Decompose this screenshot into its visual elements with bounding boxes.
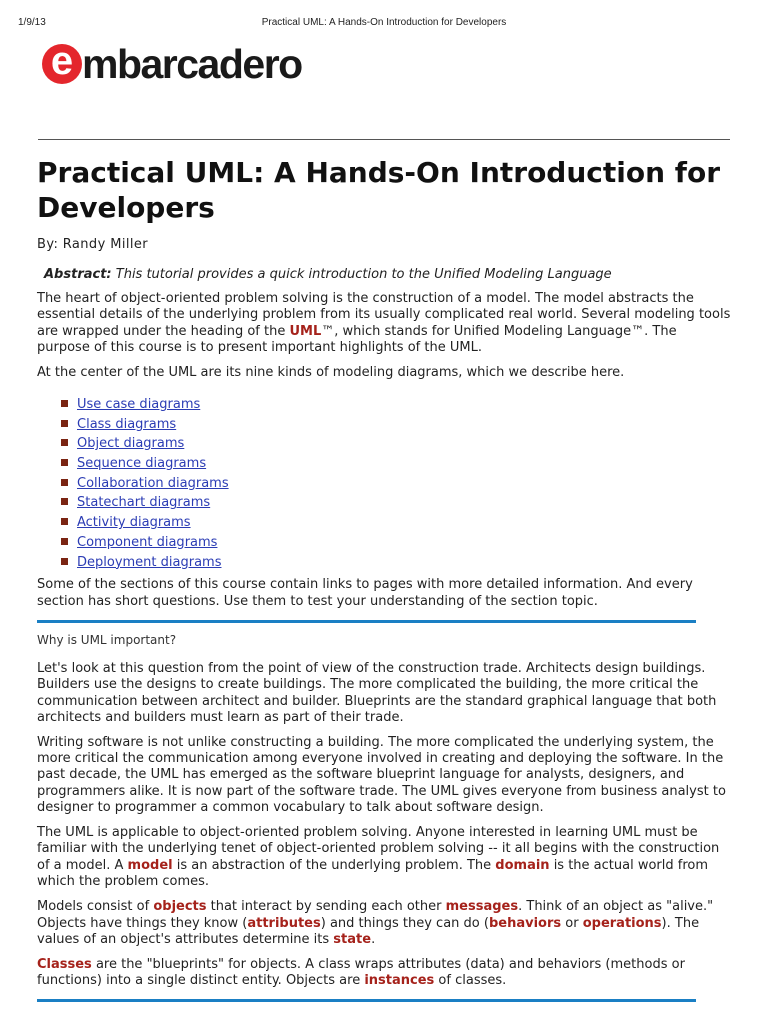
keyword-operations: operations [582, 915, 662, 931]
intro-paragraph [37, 291, 732, 357]
list-item [61, 434, 732, 454]
objects-paragraph [37, 899, 732, 948]
intro-text-2: ™, which stands for Unified Modeling Language™. The purpose of this course is to present important highlights of the UML. [37, 323, 677, 356]
keyword-model: model [127, 857, 173, 873]
keyword-objects: objects [153, 899, 207, 915]
abstract-text: This tutorial provides a quick introduction to the Unified Modeling Language [111, 267, 612, 282]
bullet-square-icon [61, 420, 68, 427]
model-paragraph [37, 825, 732, 891]
objects-text-3: . Think of an object as "alive." Objects have things they know ( [37, 899, 714, 931]
bullet-square-icon [61, 498, 68, 505]
link-collaboration-diagrams[interactable]: Collaboration diagrams [77, 475, 229, 491]
keyword-instances: instances [364, 972, 435, 988]
keyword-behaviors: behaviors [488, 915, 562, 931]
logo-e-letter: e [50, 39, 74, 83]
keyword-classes: Classes [37, 956, 92, 972]
bullet-square-icon [61, 558, 68, 565]
list-item [61, 415, 732, 435]
objects-text-6: ). The values of an object's attributes determine its [37, 915, 700, 948]
sections-paragraph: Some of the sections of this course contain links to pages with more detailed information. And every section has short questions. Use them to test your understanding of the section topic. [37, 577, 693, 609]
print-header [18, 17, 750, 31]
section-divider-bottom [37, 999, 696, 1002]
bullet-square-icon [61, 538, 68, 545]
model-text-3: is the actual world from which the problem comes. [37, 857, 709, 889]
article [37, 155, 732, 1002]
keyword-domain: domain [495, 857, 550, 873]
header-divider [38, 139, 730, 140]
keyword-messages: messages [445, 899, 519, 915]
objects-text-4: ) and things they can do ( [320, 915, 489, 931]
embarcadero-logo[interactable] [38, 36, 358, 86]
byline: By: Randy Miller [37, 237, 149, 252]
software-paragraph: Writing software is not unlike constructing a building. The more complicated the underlying system, the more critical the communication among everyone involved in creating and deploying the software. In the past decade, the UML has emerged as the software blueprint language for analysts, designers, and programmers alike. It is now part of the software trade. The UML gives everyone from business analyst to designer to programmer a common vocabulary to talk about software design. [37, 734, 726, 816]
model-text-1: The UML is applicable to object-oriented problem solving. Anyone interested in learning UML must be familiar with the underlying tenet of object-oriented problem solving -- it all begins with the construction of a model. A [37, 824, 720, 873]
bullet-square-icon [61, 459, 68, 466]
abstract-label: Abstract: [44, 267, 112, 282]
list-item [61, 493, 732, 513]
keyword-attributes: attributes [247, 915, 321, 931]
section-heading: Why is UML important? [37, 633, 177, 648]
bullet-square-icon [61, 439, 68, 446]
diagram-link-list [61, 395, 732, 572]
print-date: 1/9/13 [18, 17, 46, 28]
objects-text-2: that interact by sending each other [206, 899, 446, 915]
abstract [44, 267, 732, 282]
objects-text-1: Models consist of [37, 899, 154, 915]
list-item [61, 474, 732, 494]
classes-text-1: are the "blueprints" for objects. A class wraps attributes (data) and behaviors (methods or functions) into a single distinct entity. Objects are [37, 956, 685, 988]
classes-paragraph [37, 957, 732, 990]
link-component-diagrams[interactable]: Component diagrams [77, 534, 218, 550]
keyword-state: state [333, 932, 372, 948]
logo-wordmark: mbarcadero [82, 41, 302, 87]
construction-paragraph: Let's look at this question from the point of view of the construction trade. Architects design buildings. Builders use the designs to create buildings. The more complicated the building, the more critical the communication between architect and builder. Blueprints are the standard graphical language that both architects and builders must learn as part of their trade. [37, 661, 717, 726]
list-item [61, 533, 732, 553]
section-divider [37, 620, 696, 623]
link-object-diagrams[interactable]: Object diagrams [77, 436, 185, 452]
model-text-2: is an abstraction of the underlying problem. The [172, 857, 496, 873]
classes-text-2: of classes. [434, 972, 507, 988]
objects-text-5: or [561, 915, 583, 931]
link-class-diagrams[interactable]: Class diagrams [77, 416, 177, 432]
link-statechart-diagrams[interactable]: Statechart diagrams [77, 495, 211, 511]
list-item [61, 553, 732, 573]
uml-keyword: UML [289, 323, 322, 339]
link-activity-diagrams[interactable]: Activity diagrams [77, 515, 191, 531]
intro-text-1: The heart of object-oriented problem solving is the construction of a model. The model abstracts the essential details of the underlying problem from its usually complicated real world. Several modeling tools are wrapped under the heading of the [37, 291, 731, 339]
bullet-square-icon [61, 518, 68, 525]
bullet-square-icon [61, 400, 68, 407]
list-item [61, 454, 732, 474]
bullet-square-icon [61, 479, 68, 486]
link-use-case-diagrams[interactable]: Use case diagrams [77, 397, 201, 413]
center-paragraph: At the center of the UML are its nine kinds of modeling diagrams, which we describe here. [37, 364, 625, 380]
list-item [61, 395, 732, 415]
objects-text-7: . [371, 932, 376, 948]
list-item [61, 513, 732, 533]
link-deployment-diagrams[interactable]: Deployment diagrams [77, 554, 222, 570]
article-title: Practical UML: A Hands-On Introduction for Developers [37, 156, 721, 224]
print-title: Practical UML: A Hands-On Introduction for Developers [261, 17, 507, 28]
link-sequence-diagrams[interactable]: Sequence diagrams [77, 456, 207, 472]
